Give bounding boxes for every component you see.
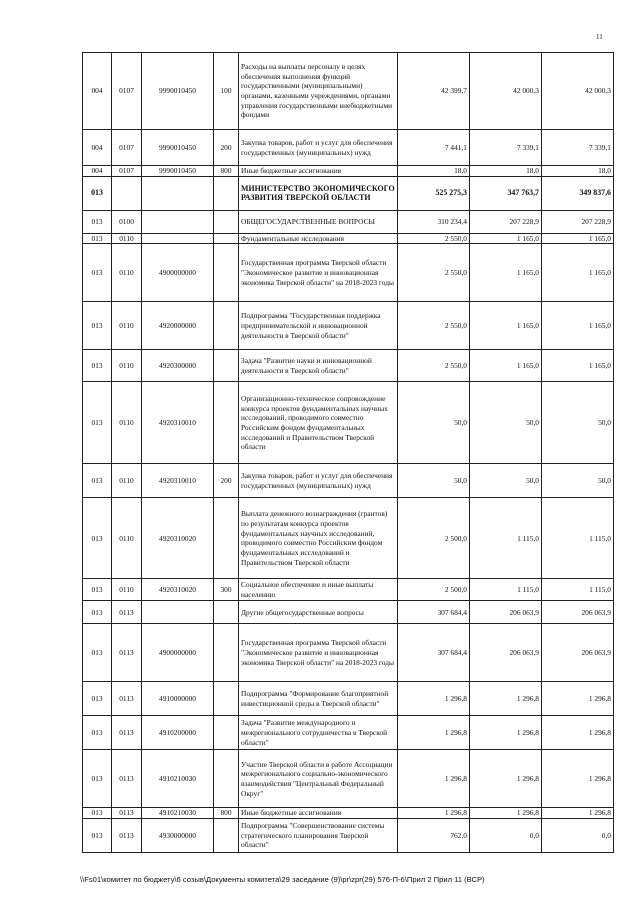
cell-amount-3: 1 165,0	[542, 350, 614, 382]
cell-section-code: 0113	[112, 601, 142, 624]
cell-amount-1: 1 296,8	[398, 716, 470, 750]
cell-target-code: 4920310020	[142, 579, 214, 601]
cell-amount-1: 307 684,4	[398, 624, 470, 682]
table-row	[83, 750, 614, 808]
cell-admin-code: 013	[83, 210, 112, 233]
table-row	[83, 716, 614, 750]
cell-amount-1: 50,0	[398, 464, 470, 498]
cell-target-code	[142, 601, 214, 624]
cell-amount-2: 347 763,7	[470, 176, 542, 210]
cell-expense-type	[214, 233, 239, 244]
cell-amount-2: 1 165,0	[470, 244, 542, 302]
cell-section-code: 0113	[112, 682, 142, 716]
cell-section-code: 0113	[112, 819, 142, 853]
cell-section-code: 0110	[112, 464, 142, 498]
cell-amount-3: 206 063,9	[542, 601, 614, 624]
cell-section-code: 0113	[112, 808, 142, 819]
cell-target-code: 4910210030	[142, 750, 214, 808]
cell-admin-code: 013	[83, 233, 112, 244]
cell-amount-1: 2 550,0	[398, 233, 470, 244]
cell-expense-type: 100	[214, 53, 239, 130]
cell-description: Расходы на выплаты персоналу в целях обеспечения выполнения функций государственными (муниципальными) органами, казенными учреждениями, органами управления государственными внебюджетными фондами	[239, 53, 398, 130]
cell-expense-type: 200	[214, 130, 239, 166]
cell-admin-code: 013	[83, 464, 112, 498]
cell-expense-type	[214, 176, 239, 210]
footer-file-path: \\Fs01\комитет по бюджету\6 созыв\Документы комитета\29 заседание (9)\pr\zpr(29) 576-П-6\Прил 2 Прил 11 (ВСР)	[80, 875, 485, 884]
cell-target-code	[142, 233, 214, 244]
cell-expense-type	[214, 210, 239, 233]
cell-amount-1: 2 550,0	[398, 302, 470, 350]
cell-description: МИНИСТЕРСТВО ЭКОНОМИЧЕСКОГО РАЗВИТИЯ ТВЕРСКОЙ ОБЛАСТИ	[239, 176, 398, 210]
cell-amount-3: 1 165,0	[542, 233, 614, 244]
cell-target-code: 9990010450	[142, 166, 214, 177]
cell-target-code: 4900000000	[142, 624, 214, 682]
cell-amount-3: 50,0	[542, 382, 614, 464]
table-row	[83, 176, 614, 210]
cell-expense-type	[214, 302, 239, 350]
cell-admin-code: 013	[83, 819, 112, 853]
table-row	[83, 210, 614, 233]
table-row	[83, 350, 614, 382]
table-row	[83, 382, 614, 464]
cell-admin-code: 004	[83, 166, 112, 177]
table-row	[83, 601, 614, 624]
cell-amount-2: 1 296,8	[470, 682, 542, 716]
cell-description: Участие Тверской области в работе Ассоциации межрегионального социально-экономического взаимодействия "Центральный Федеральный Округ"	[239, 750, 398, 808]
cell-section-code: 0110	[112, 579, 142, 601]
cell-expense-type: 800	[214, 166, 239, 177]
cell-description: Государственная программа Тверской области "Экономическое развитие и инновационная экономика Тверской области" на 2018-2023 годы	[239, 624, 398, 682]
cell-target-code: 4910200000	[142, 716, 214, 750]
cell-amount-1: 7 441,1	[398, 130, 470, 166]
cell-admin-code: 013	[83, 624, 112, 682]
cell-amount-2: 1 296,8	[470, 750, 542, 808]
cell-admin-code: 004	[83, 53, 112, 130]
table-row	[83, 233, 614, 244]
cell-expense-type: 300	[214, 579, 239, 601]
cell-amount-1: 762,0	[398, 819, 470, 853]
table-row	[83, 808, 614, 819]
cell-admin-code: 013	[83, 716, 112, 750]
cell-amount-2: 1 165,0	[470, 302, 542, 350]
cell-amount-1: 1 296,8	[398, 808, 470, 819]
table-row	[83, 624, 614, 682]
cell-target-code: 4930000000	[142, 819, 214, 853]
cell-amount-3: 1 115,0	[542, 498, 614, 579]
cell-amount-2: 207 228,9	[470, 210, 542, 233]
cell-amount-1: 2 550,0	[398, 350, 470, 382]
cell-section-code: 0110	[112, 302, 142, 350]
cell-section-code: 0107	[112, 53, 142, 130]
cell-amount-3: 207 228,9	[542, 210, 614, 233]
cell-amount-1: 50,0	[398, 382, 470, 464]
cell-amount-3: 0,0	[542, 819, 614, 853]
cell-description: ОБЩЕГОСУДАРСТВЕННЫЕ ВОПРОСЫ	[239, 210, 398, 233]
cell-target-code: 4920300000	[142, 350, 214, 382]
cell-description: Социальное обеспечение и иные выплаты населению	[239, 579, 398, 601]
cell-description: Иные бюджетные ассигнования	[239, 166, 398, 177]
table-row	[83, 464, 614, 498]
cell-description: Закупка товаров, работ и услуг для обеспечения государственных (муниципальных) нужд	[239, 130, 398, 166]
cell-expense-type: 200	[214, 464, 239, 498]
table-row	[83, 302, 614, 350]
cell-amount-3: 206 063,9	[542, 624, 614, 682]
cell-amount-3: 1 165,0	[542, 244, 614, 302]
cell-admin-code: 013	[83, 498, 112, 579]
cell-amount-1: 2 500,0	[398, 579, 470, 601]
table-row	[83, 166, 614, 177]
cell-amount-2: 50,0	[470, 464, 542, 498]
cell-amount-2: 42 000,3	[470, 53, 542, 130]
cell-amount-2: 1 115,0	[470, 498, 542, 579]
cell-description: Подпрограмма "Государственная поддержка предпринимательской и инновационной деятельности в Тверской области"	[239, 302, 398, 350]
table-row	[83, 579, 614, 601]
cell-section-code: 0113	[112, 624, 142, 682]
cell-amount-2: 1 165,0	[470, 350, 542, 382]
cell-amount-2: 1 115,0	[470, 579, 542, 601]
cell-section-code: 0113	[112, 750, 142, 808]
cell-amount-1: 310 234,4	[398, 210, 470, 233]
cell-target-code	[142, 210, 214, 233]
cell-amount-1: 2 500,0	[398, 498, 470, 579]
cell-admin-code: 013	[83, 302, 112, 350]
cell-admin-code: 004	[83, 130, 112, 166]
cell-amount-3: 349 837,6	[542, 176, 614, 210]
cell-expense-type	[214, 819, 239, 853]
cell-amount-3: 50,0	[542, 464, 614, 498]
cell-target-code: 9990010450	[142, 53, 214, 130]
cell-section-code: 0110	[112, 244, 142, 302]
cell-expense-type	[214, 624, 239, 682]
page-number: 11	[596, 33, 603, 41]
cell-amount-3: 1 115,0	[542, 579, 614, 601]
cell-target-code	[142, 176, 214, 210]
cell-section-code	[112, 176, 142, 210]
cell-description: Закупка товаров, работ и услуг для обеспечения государственных (муниципальных) нужд	[239, 464, 398, 498]
cell-amount-1: 18,0	[398, 166, 470, 177]
cell-amount-2: 1 296,8	[470, 808, 542, 819]
table-row	[83, 819, 614, 853]
cell-amount-2: 7 339,1	[470, 130, 542, 166]
cell-description: Государственная программа Тверской области "Экономическое развитие и инновационная экономика Тверской области" на 2018-2023 годы	[239, 244, 398, 302]
cell-amount-3: 1 296,8	[542, 808, 614, 819]
cell-description: Организационно-техническое сопровождение конкурса проектов фундаментальных научных исследований, проводимого совместно Российским фондом фундаментальных исследований и Правительством Тверской области	[239, 382, 398, 464]
cell-amount-3: 1 296,8	[542, 750, 614, 808]
cell-amount-2: 1 296,8	[470, 716, 542, 750]
cell-amount-1: 2 550,0	[398, 244, 470, 302]
cell-description: Задача "Развитие международного и межрегионального сотрудничества в Тверской области"	[239, 716, 398, 750]
cell-amount-2: 1 165,0	[470, 233, 542, 244]
cell-amount-3: 18,0	[542, 166, 614, 177]
cell-description: Выплата денежного вознаграждения (грантов) по результатам конкурса проектов фундаментальных научных исследований, проводимого совместно Российским фондом фундаментальных исследований и Правительством Тверской области	[239, 498, 398, 579]
cell-description: Задача "Развитие науки и инновационной деятельности в Тверской области"	[239, 350, 398, 382]
cell-description: Другие общегосударственные вопросы	[239, 601, 398, 624]
cell-section-code: 0110	[112, 498, 142, 579]
cell-amount-2: 18,0	[470, 166, 542, 177]
cell-target-code: 9990010450	[142, 130, 214, 166]
cell-section-code: 0100	[112, 210, 142, 233]
cell-admin-code: 013	[83, 244, 112, 302]
cell-section-code: 0110	[112, 382, 142, 464]
cell-target-code: 4920000000	[142, 302, 214, 350]
cell-amount-3: 1 165,0	[542, 302, 614, 350]
table-row	[83, 130, 614, 166]
cell-target-code: 4910000000	[142, 682, 214, 716]
cell-expense-type	[214, 382, 239, 464]
cell-admin-code: 013	[83, 382, 112, 464]
cell-expense-type	[214, 498, 239, 579]
cell-amount-2: 206 063,9	[470, 601, 542, 624]
cell-amount-1: 42 399,7	[398, 53, 470, 130]
cell-admin-code: 013	[83, 808, 112, 819]
cell-target-code: 4920310010	[142, 464, 214, 498]
cell-target-code: 4920310010	[142, 382, 214, 464]
cell-expense-type	[214, 601, 239, 624]
table-body	[83, 53, 614, 853]
cell-expense-type	[214, 716, 239, 750]
cell-amount-3: 42 000,3	[542, 53, 614, 130]
budget-table	[82, 52, 614, 853]
cell-amount-1: 1 296,8	[398, 682, 470, 716]
cell-amount-2: 0,0	[470, 819, 542, 853]
cell-section-code: 0107	[112, 130, 142, 166]
cell-expense-type	[214, 244, 239, 302]
cell-expense-type	[214, 682, 239, 716]
cell-expense-type	[214, 750, 239, 808]
cell-amount-3: 7 339,1	[542, 130, 614, 166]
cell-description: Подпрограмма "Совершенствование системы стратегического планирования Тверской области"	[239, 819, 398, 853]
cell-section-code: 0110	[112, 350, 142, 382]
cell-amount-2: 206 063,9	[470, 624, 542, 682]
cell-amount-1: 307 684,4	[398, 601, 470, 624]
cell-target-code: 4900000000	[142, 244, 214, 302]
cell-description: Иные бюджетные ассигнования	[239, 808, 398, 819]
cell-section-code: 0110	[112, 233, 142, 244]
cell-amount-3: 1 296,8	[542, 682, 614, 716]
cell-admin-code: 013	[83, 176, 112, 210]
cell-amount-1: 525 275,3	[398, 176, 470, 210]
table-row	[83, 53, 614, 130]
cell-admin-code: 013	[83, 350, 112, 382]
table-row	[83, 498, 614, 579]
table-row	[83, 244, 614, 302]
cell-admin-code: 013	[83, 750, 112, 808]
cell-section-code: 0113	[112, 716, 142, 750]
cell-amount-1: 1 296,8	[398, 750, 470, 808]
cell-expense-type	[214, 350, 239, 382]
cell-admin-code: 013	[83, 682, 112, 716]
cell-admin-code: 013	[83, 601, 112, 624]
cell-section-code: 0107	[112, 166, 142, 177]
cell-description: Подпрограмма "Формирование благоприятной инвестиционной среды в Тверской области"	[239, 682, 398, 716]
cell-amount-2: 50,0	[470, 382, 542, 464]
cell-description: Фундаментальные исследования	[239, 233, 398, 244]
cell-amount-3: 1 296,8	[542, 716, 614, 750]
cell-target-code: 4920310020	[142, 498, 214, 579]
cell-expense-type: 800	[214, 808, 239, 819]
cell-target-code: 4910210030	[142, 808, 214, 819]
table-row	[83, 682, 614, 716]
cell-admin-code: 013	[83, 579, 112, 601]
